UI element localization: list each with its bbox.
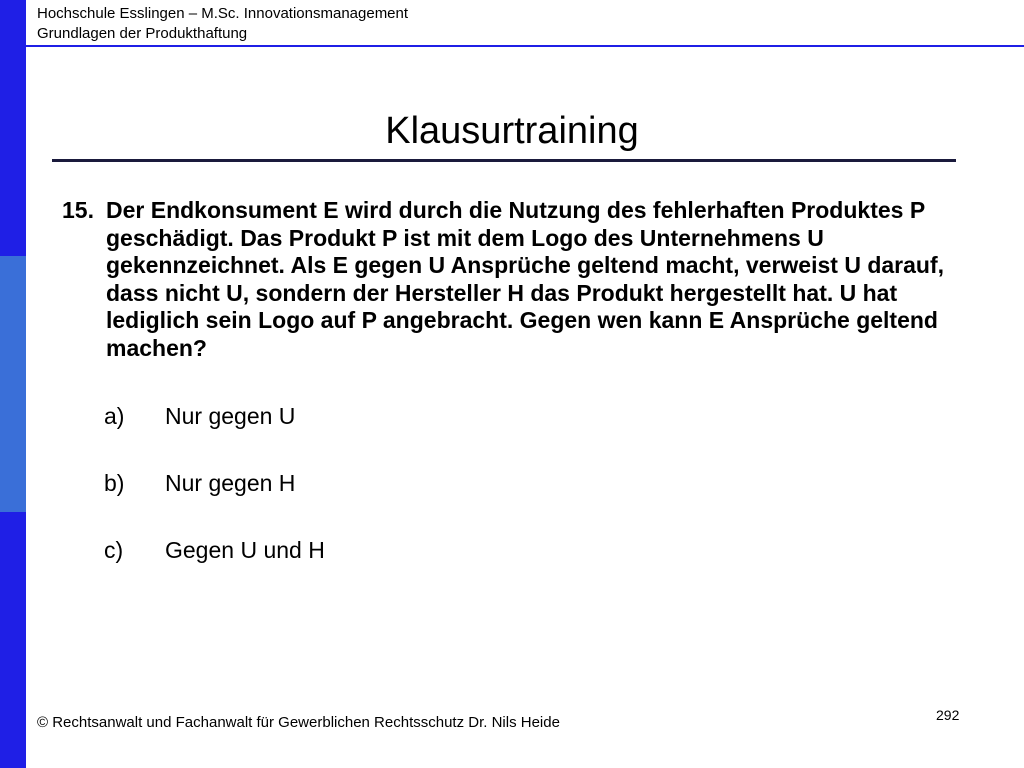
header-course: Grundlagen der Produkthaftung <box>37 25 248 42</box>
title-divider <box>52 159 956 162</box>
question-text: Der Endkonsument E wird durch die Nutzung des fehlerhaften Produktes P geschädigt. Das Produkt P ist mit dem Logo des Unternehmens U gekennzeichnet. Als E gegen U Ansprüche geltend macht, verweist U darauf, dass nicht U, sondern der Hersteller H das Produkt hergestellt hat. U hat lediglich sein Logo auf P angebracht. Gegen wen kann E Ansprüche geltend machen? <box>106 197 944 361</box>
question <box>62 197 962 362</box>
header-divider <box>26 45 1024 47</box>
answer-option-b <box>104 469 295 497</box>
left-stripe-middle <box>0 256 26 512</box>
answer-option-c <box>104 536 325 564</box>
left-stripe-bottom <box>0 512 26 768</box>
option-text: Nur gegen U <box>165 403 296 429</box>
option-label: c) <box>104 537 124 563</box>
option-label: a) <box>104 403 125 429</box>
option-text: Nur gegen H <box>165 470 296 496</box>
header-institution: Hochschule Esslingen – M.Sc. Innovationsmanagement <box>37 5 409 22</box>
question-number: 15. <box>62 197 94 223</box>
answer-option-a <box>104 402 295 430</box>
slide-header <box>37 4 408 44</box>
slide-title: Klausurtraining <box>385 110 639 152</box>
page-number: 292 <box>936 707 960 723</box>
footer-copyright: © Rechtsanwalt und Fachanwalt für Gewerblichen Rechtsschutz Dr. Nils Heide <box>37 714 560 731</box>
option-label: b) <box>104 470 125 496</box>
option-text: Gegen U und H <box>165 537 325 563</box>
